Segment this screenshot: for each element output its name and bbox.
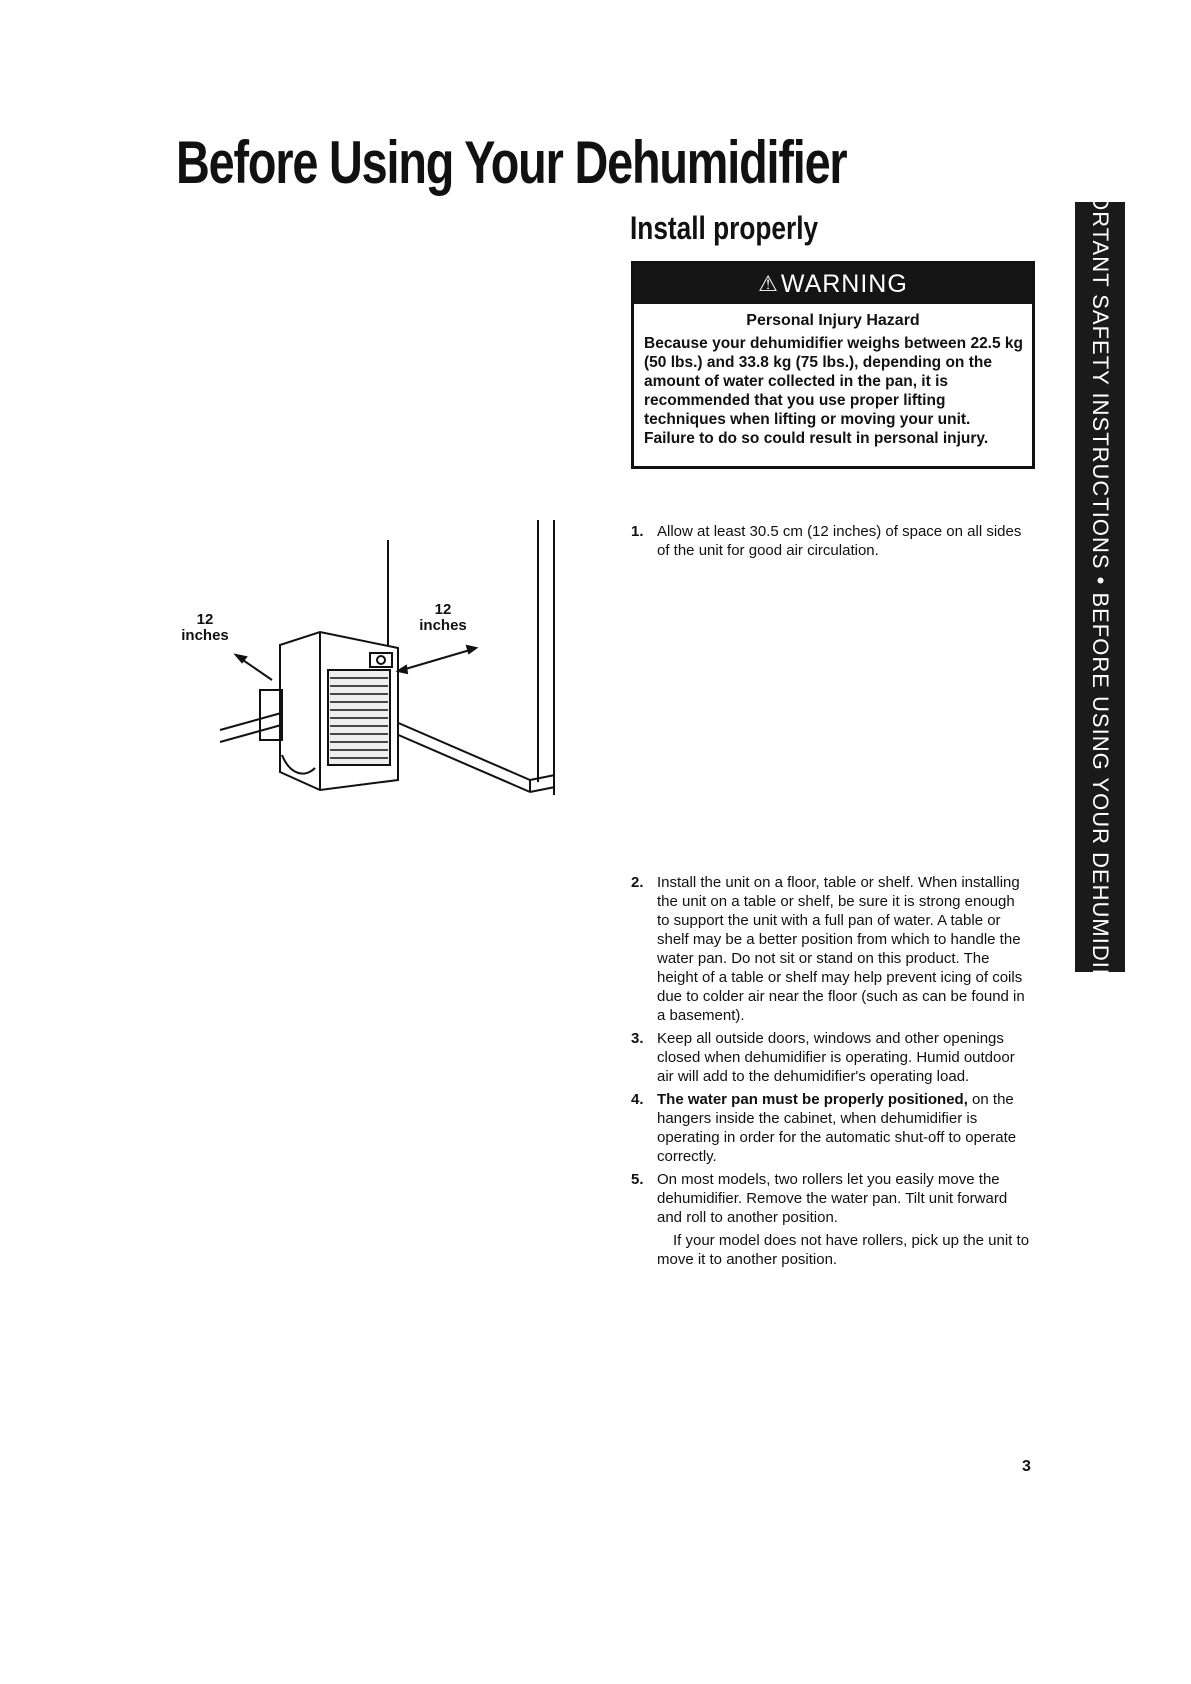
dehumidifier-clearance-drawing <box>180 520 600 870</box>
list-item <box>631 1090 1031 1166</box>
step-text: Install the unit on a floor, table or shelf. When installing the unit on a table or shelf, be sure it is strong enough to support the unit with a full pan of water. A table or shelf may be a better position from which to handle the water pan. Do not sit or stand on this product. The height of a table or shelf may help prevent icing of coils due to colder air near the floor (such as can be found in a basement). <box>657 874 1025 1024</box>
page-title: Before Using Your Dehumidifier <box>176 129 847 196</box>
section-title: Install properly <box>630 210 819 246</box>
step-bold-text: The water pan must be properly positioned, <box>657 1091 968 1108</box>
step-number: 3. <box>631 1030 644 1047</box>
step-text: Keep all outside doors, windows and other openings closed when dehumidifier is operating. Humid outdoor air will add to the dehumidifier's operating load. <box>657 1030 1015 1085</box>
left-clearance-value: 12 <box>196 611 214 628</box>
right-clearance-label <box>418 602 468 634</box>
step-number: 5. <box>631 1171 644 1188</box>
step-text: Allow at least 30.5 cm (12 inches) of space on all sides of the unit for good air circulation. <box>657 523 1022 559</box>
warning-box <box>631 261 1035 469</box>
list-item <box>631 1029 1031 1086</box>
steps-list-top <box>631 522 1031 564</box>
step-number: 4. <box>631 1091 644 1108</box>
step-note: If your model does not have rollers, pick up the unit to move it to another position. <box>657 1232 1030 1268</box>
side-tab <box>1075 151 1125 1023</box>
warning-header <box>634 264 1032 304</box>
right-clearance-value: 12 <box>434 601 452 618</box>
right-clearance-unit: inches <box>419 617 467 634</box>
steps-list <box>631 873 1031 1269</box>
hazard-title: Personal Injury Hazard <box>746 312 920 329</box>
step-text: On most models, two rollers let you easily move the dehumidifier. Remove the water pan. Tilt unit forward and roll to another position. <box>657 1171 1008 1226</box>
warning-body: Because your dehumidifier weighs between 22.5 kg (50 lbs.) and 33.8 kg (75 lbs.), depending on the amount of water collected in the pan, it is recommended that you use proper lifting techniques when lifting or moving your unit. Failure to do so could result in personal injury. <box>644 335 1024 447</box>
step-number: 1. <box>631 523 644 540</box>
left-clearance-unit: inches <box>181 627 229 644</box>
warning-label: WARNING <box>780 269 908 298</box>
side-tab-text: IMPORTANT SAFETY INSTRUCTIONS • BEFORE USING YOUR DEHUMIDIFIER <box>1088 151 1113 1023</box>
list-item <box>631 1170 1031 1227</box>
list-item <box>631 873 1031 1025</box>
step-text: on the hangers inside the cabinet, when dehumidifier is operating in order for the automatic shut-off to operate correctly. <box>657 1091 1017 1165</box>
page-number: 3 <box>1022 1458 1031 1475</box>
list-item <box>631 522 1031 560</box>
step-number: 2. <box>631 874 644 891</box>
dehumidifier-illustration <box>180 520 600 870</box>
step-text-wrapper <box>657 1090 1031 1166</box>
warning-triangle-icon: ⚠ <box>758 271 779 296</box>
left-clearance-label <box>180 612 230 644</box>
